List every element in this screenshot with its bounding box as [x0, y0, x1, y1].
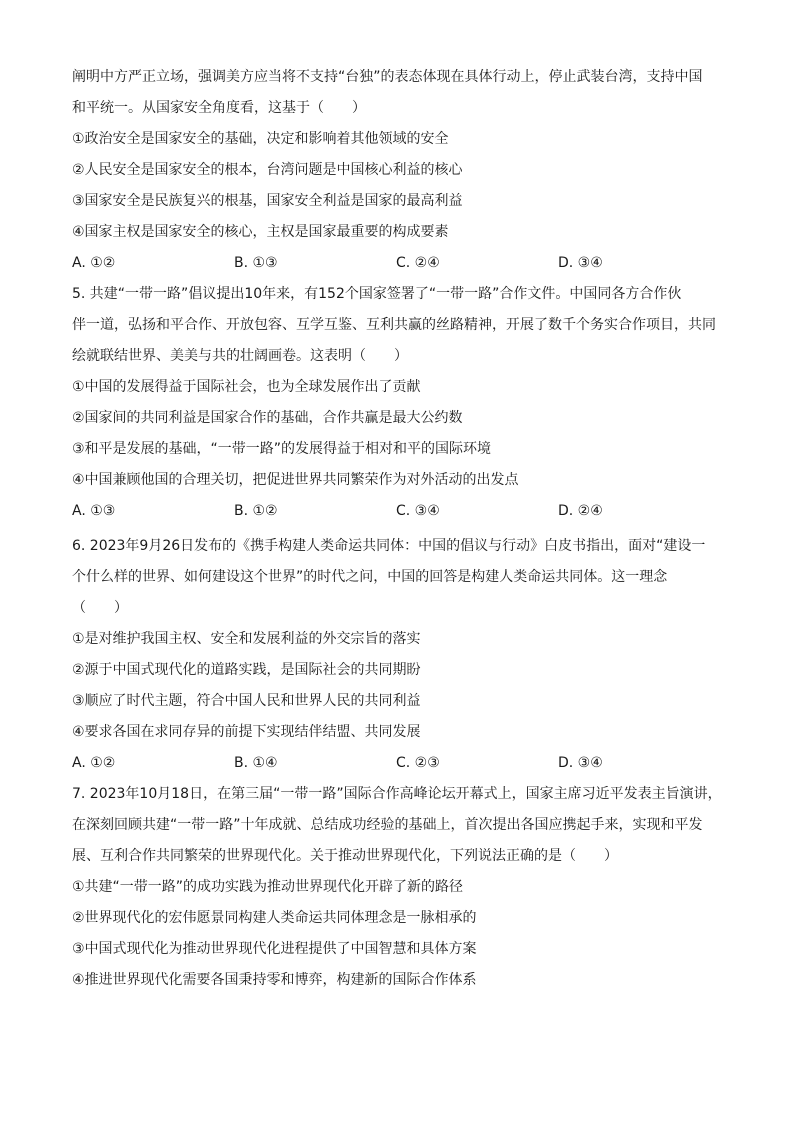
question-stem-line: 阐明中方严正立场，强调美方应当将不支持“台独”的表态体现在具体行动上，停止武装台湾，支持中国	[72, 69, 703, 85]
question-stem-line: （ ）	[72, 600, 128, 616]
statement-item: ①共建“一带一路”的成功实践为推动世界现代化开辟了新的路径	[72, 879, 464, 895]
question-stem-line: 绘就联结世界、美美与共的壮阔画卷。这表明（ ）	[72, 348, 408, 364]
option-a: A. ①②	[72, 755, 116, 771]
statement-item: ③和平是发展的基础，“一带一路”的发展得益于相对和平的国际环境	[72, 441, 492, 457]
statement-item: ②国家间的共同利益是国家合作的基础，合作共赢是最大公约数	[72, 410, 463, 426]
statement-item: ②世界现代化的宏伟愿景同构建人类命运共同体理念是一脉相承的	[72, 910, 477, 926]
option-d: D. ③④	[558, 255, 603, 271]
statement-item: ③中国式现代化为推动世界现代化进程提供了中国智慧和具体方案	[72, 941, 477, 957]
statement-item: ①是对维护我国主权、安全和发展利益的外交宗旨的落实	[72, 631, 421, 647]
option-b: B. ①②	[234, 503, 278, 519]
option-c: C. ②④	[396, 255, 440, 271]
statement-item: ④国家主权是国家安全的核心，主权是国家最重要的构成要素	[72, 224, 449, 240]
option-d: D. ③④	[558, 755, 603, 771]
statement-item: ④中国兼顾他国的合理关切，把促进世界共同繁荣作为对外活动的出发点	[72, 472, 519, 488]
answer-options	[72, 248, 732, 279]
question-stem-line: 在深刻回顾共建“一带一路”十年成就、总结成功经验的基础上，首次提出各国应携起手来，实现和平发	[72, 817, 703, 833]
answer-options	[72, 496, 732, 527]
option-a: A. ①②	[72, 255, 116, 271]
question-stem-line: 个什么样的世界、如何建设这个世界”的时代之问，中国的回答是构建人类命运共同体。这一理念	[72, 569, 668, 585]
option-a: A. ①③	[72, 503, 116, 519]
question-stem-line: 6. 2023年9月26日发布的《携手构建人类命运共同体：中国的倡议与行动》白皮书指出，面对“建设一	[72, 538, 706, 554]
question-4	[72, 62, 732, 279]
option-d: D. ②④	[558, 503, 603, 519]
statement-item: ③顺应了时代主题，符合中国人民和世界人民的共同利益	[72, 693, 421, 709]
option-c: C. ②③	[396, 755, 440, 771]
statement-item: ①中国的发展得益于国际社会，也为全球发展作出了贡献	[72, 379, 421, 395]
statement-item: ③国家安全是民族复兴的根基，国家安全利益是国家的最高利益	[72, 193, 463, 209]
question-stem-line: 5. 共建“一带一路”倡议提出10年来，有152个国家签署了“一带一路”合作文件。中国同各方合作伙	[72, 286, 682, 302]
question-stem-line: 7. 2023年10月18日，在第三届“一带一路”国际合作高峰论坛开幕式上，国家主席习近平发表主旨演讲，	[72, 786, 722, 802]
statement-item: ②源于中国式现代化的道路实践，是国际社会的共同期盼	[72, 662, 421, 678]
option-b: B. ①③	[234, 255, 278, 271]
option-b: B. ①④	[234, 755, 278, 771]
question-5	[72, 279, 732, 527]
statement-item: ②人民安全是国家安全的根本，台湾问题是中国核心利益的核心	[72, 162, 463, 178]
option-c: C. ③④	[396, 503, 440, 519]
question-7	[72, 779, 732, 996]
statement-item: ①政治安全是国家安全的基础，决定和影响着其他领域的安全	[72, 131, 449, 147]
answer-options	[72, 748, 732, 779]
question-stem-line: 伴一道，弘扬和平合作、开放包容、互学互鉴、互利共赢的丝路精神，开展了数千个务实合作项目，共同	[72, 317, 716, 333]
question-6	[72, 531, 732, 779]
question-stem-line: 展、互利合作共同繁荣的世界现代化。关于推动世界现代化，下列说法正确的是（ ）	[72, 848, 618, 864]
statement-item: ④要求各国在求同存异的前提下实现结伴结盟、共同发展	[72, 724, 421, 740]
exam-page	[72, 62, 732, 996]
statement-item: ④推进世界现代化需要各国秉持零和博弈，构建新的国际合作体系	[72, 972, 477, 988]
question-stem-line: 和平统一。从国家安全角度看，这基于（ ）	[72, 100, 366, 116]
